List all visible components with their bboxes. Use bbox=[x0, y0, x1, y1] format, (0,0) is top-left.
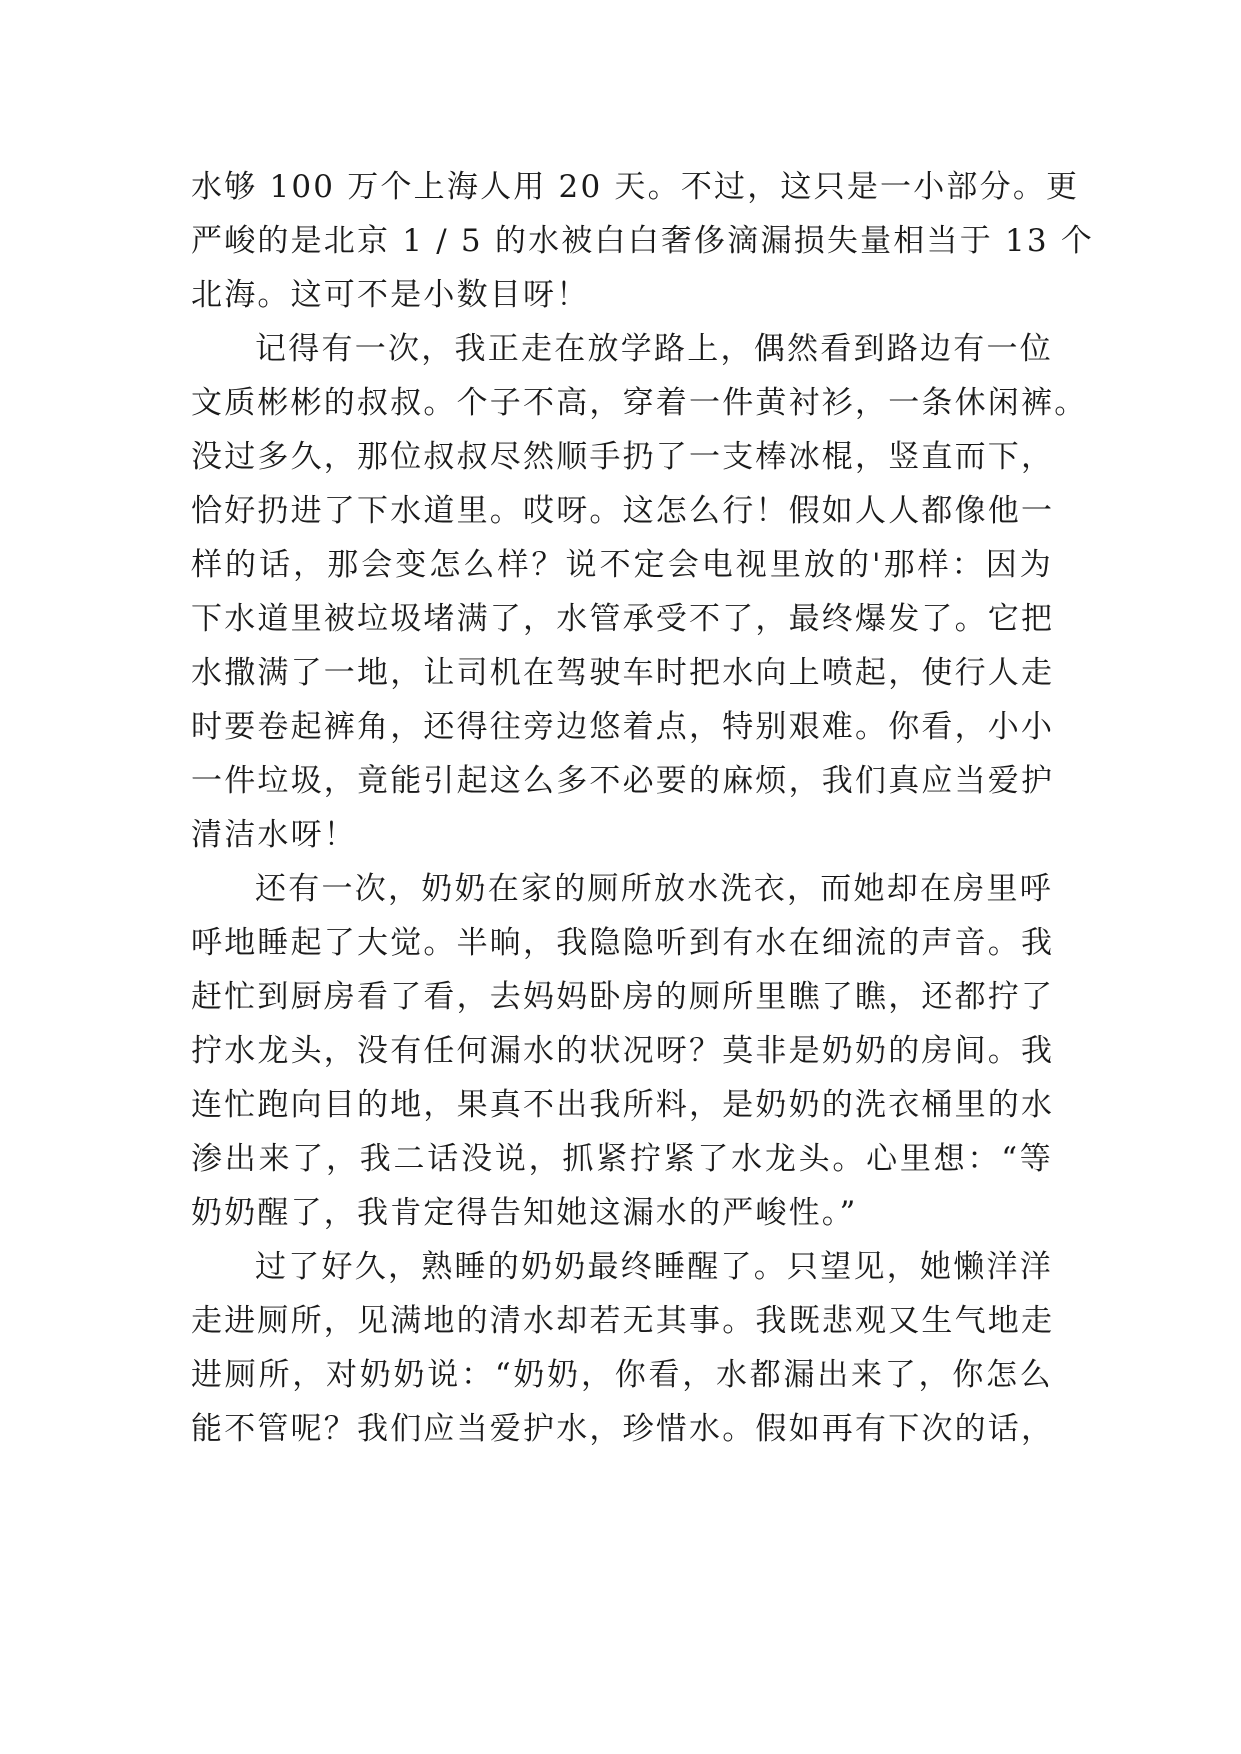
text-line: 北海。这可不是小数目呀！ bbox=[191, 277, 590, 313]
text-line: 时要卷起裤角，还得往旁边悠着点，特别艰难。你看，小小 bbox=[191, 709, 1055, 745]
text-line: 文质彬彬的叔叔。个子不高，穿着一件黄衬衫，一条休闲裤。 bbox=[191, 385, 1088, 421]
text-line: 水够 100 万个上海人用 20 天。不过，这只是一小部分。更 bbox=[191, 169, 1080, 205]
text-line: 走进厕所，见满地的清水却若无其事。我既悲观又生气地走 bbox=[191, 1303, 1055, 1339]
text-line: 样的话，那会变怎么样？说不定会电视里放的'那样：因为 bbox=[191, 547, 1053, 583]
text-line: 呼地睡起了大觉。半晌，我隐隐听到有水在细流的声音。我 bbox=[191, 925, 1055, 961]
text-line: 过了好久，熟睡的奶奶最终睡醒了。只望见，她懒洋洋 bbox=[255, 1249, 1053, 1285]
document-body bbox=[191, 160, 1095, 1456]
text-line: 下水道里被垃圾堵满了，水管承受不了，最终爆发了。它把 bbox=[191, 601, 1055, 637]
text-line: 水撒满了一地，让司机在驾驶车时把水向上喷起，使行人走 bbox=[191, 655, 1055, 691]
text-line: 能不管呢？我们应当爱护水，珍惜水。假如再有下次的话， bbox=[191, 1411, 1055, 1447]
text-line: 进厕所，对奶奶说：“奶奶，你看，水都漏出来了，你怎么 bbox=[191, 1357, 1053, 1393]
text-line: 恰好扔进了下水道里。哎呀。这怎么行！假如人人都像他一 bbox=[191, 493, 1055, 529]
text-line: 奶奶醒了，我肯定得告知她这漏水的严峻性。” bbox=[191, 1195, 858, 1231]
text-line: 赶忙到厨房看了看，去妈妈卧房的厕所里瞧了瞧，还都拧了 bbox=[191, 979, 1055, 1015]
text-line: 清洁水呀！ bbox=[191, 817, 357, 853]
text-line: 渗出来了，我二话没说，抓紧拧紧了水龙头。心里想：“等 bbox=[191, 1141, 1053, 1177]
text-line: 一件垃圾，竟能引起这么多不必要的麻烦，我们真应当爱护 bbox=[191, 763, 1055, 799]
text-line: 没过多久，那位叔叔尽然顺手扔了一支棒冰棍，竖直而下， bbox=[191, 439, 1055, 475]
text-line: 记得有一次，我正走在放学路上，偶然看到路边有一位 bbox=[255, 331, 1053, 367]
text-line: 严峻的是北京 1 / 5 的水被白白奢侈滴漏损失量相当于 13 个 bbox=[191, 223, 1095, 259]
text-line: 还有一次，奶奶在家的厕所放水洗衣，而她却在房里呼 bbox=[255, 871, 1053, 907]
text-line: 拧水龙头，没有任何漏水的状况呀？莫非是奶奶的房间。我 bbox=[191, 1033, 1055, 1069]
text-line: 连忙跑向目的地，果真不出我所料，是奶奶的洗衣桶里的水 bbox=[191, 1087, 1055, 1123]
